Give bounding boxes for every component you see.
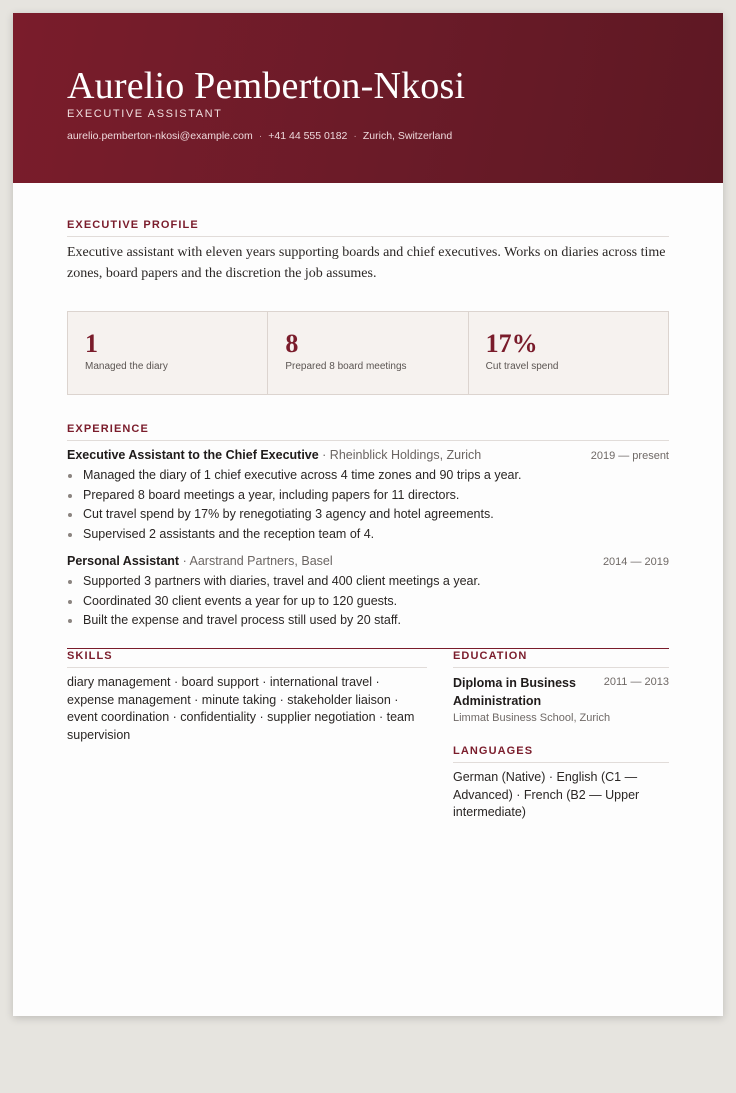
section-title-education: EDUCATION [453, 650, 528, 662]
contact-line [67, 130, 452, 142]
list-item: Built the expense and travel process still used by 20 staff. [67, 611, 677, 631]
job-role: Personal Assistant [67, 554, 180, 568]
job-org: · Aarstrand Partners, Basel [179, 554, 333, 568]
resume-header [13, 13, 723, 183]
languages-list: German (Native) · English (C1 — Advanced) · French (B2 — Upper intermediate) [453, 770, 640, 820]
job-org: · Rheinblick Holdings, Zurich [318, 448, 482, 462]
list-item: Coordinated 30 client events a year for up to 120 guests. [67, 592, 677, 612]
stat-card [469, 312, 668, 394]
stat-label: Prepared 8 board meetings [285, 361, 407, 372]
contact-phone[interactable]: +41 44 555 0182 [268, 130, 348, 142]
resume-page [13, 13, 723, 1016]
section-title-skills: SKILLS [67, 650, 113, 662]
list-item: Supported 3 partners with diaries, travel and 400 client meetings a year. [67, 572, 677, 592]
stat-card [268, 312, 468, 394]
stat-value: 8 [285, 329, 299, 358]
stats-panel [67, 311, 669, 395]
job-role: Executive Assistant to the Chief Executive [67, 448, 319, 462]
skills-list: diary management · board support · international travel · expense management · minute taking · stakeholder liaison · event coordination · confidentiality · supplier negotiation · team supervision [67, 675, 415, 742]
stat-value: 1 [85, 329, 98, 358]
job-dates: 2014 — 2019 [602, 556, 669, 568]
stat-label: Cut travel spend [485, 361, 559, 372]
job-dates: 2019 — present [590, 450, 669, 462]
list-item: Supervised 2 assistants and the reception team of 4. [67, 525, 677, 545]
education-degree: Diploma in Business Administration [453, 676, 576, 708]
contact-email[interactable]: aurelio.pemberton-nkosi@example.com [67, 130, 253, 142]
profile-summary: Executive assistant with eleven years supporting boards and chief executives. Works on diaries across time zones, board papers and the discretion the job assumes. [67, 245, 666, 281]
candidate-name: Aurelio Pemberton-Nkosi [67, 65, 466, 107]
stat-card [68, 312, 268, 394]
section-rule [67, 667, 427, 668]
section-rule [67, 236, 669, 237]
contact-separator: · [353, 130, 357, 142]
section-title-languages: LANGUAGES [453, 745, 534, 757]
list-item: Prepared 8 board meetings a year, including papers for 11 directors. [67, 486, 677, 506]
job-heading [67, 448, 481, 462]
section-title-profile: EXECUTIVE PROFILE [67, 219, 199, 231]
education-dates: 2011 — 2013 [603, 676, 669, 688]
section-rule [453, 667, 669, 668]
contact-location: Zurich, Switzerland [362, 130, 453, 142]
job-bullets [67, 466, 677, 545]
candidate-role: EXECUTIVE ASSISTANT [67, 108, 223, 120]
job-bullets [67, 572, 677, 631]
list-item: Managed the diary of 1 chief executive across 4 time zones and 90 trips a year. [67, 466, 677, 486]
job-heading [67, 554, 333, 568]
education-school: Limmat Business School, Zurich [453, 712, 611, 724]
contact-separator: · [258, 130, 263, 142]
stat-value: 17% [485, 329, 538, 358]
stat-label: Managed the diary [85, 361, 168, 372]
section-rule [453, 762, 669, 763]
section-rule [67, 440, 669, 441]
section-divider [67, 648, 669, 649]
list-item: Cut travel spend by 17% by renegotiating 3 agency and hotel agreements. [67, 505, 677, 525]
section-title-experience: EXPERIENCE [67, 423, 149, 435]
